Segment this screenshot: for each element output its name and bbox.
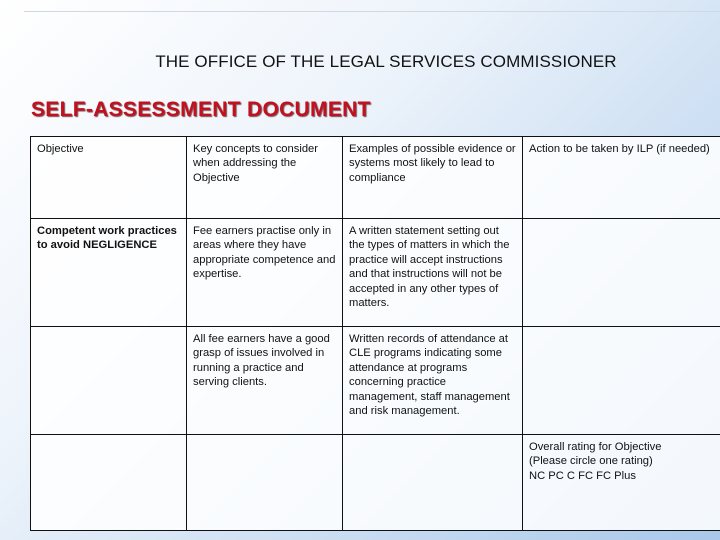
rating-instruction: (Please circle one rating) (529, 455, 653, 468)
office-title: THE OFFICE OF THE LEGAL SERVICES COMMISSIONER (155, 52, 617, 71)
concept-cell: Fee earners practise only in areas where they have appropriate competence and expertise. (187, 219, 343, 327)
self-assessment-table (30, 136, 720, 531)
header-key-concepts: Key concepts to consider when addressing the Objective (187, 137, 343, 219)
objective-cell: Competent work practices to avoid NEGLIGENCE (31, 219, 187, 327)
empty-cell (187, 435, 343, 531)
rating-label: Overall rating for Objective (529, 441, 662, 453)
objective-cell (31, 327, 187, 435)
action-cell[interactable] (523, 327, 720, 435)
header-objective: Objective (31, 137, 187, 219)
document-title: SELF-ASSESSMENT DOCUMENT (31, 98, 371, 121)
rating-options[interactable]: NC PC C FC FC Plus (529, 469, 636, 482)
empty-cell (31, 435, 187, 531)
header-action: Action to be taken by ILP (if needed) (523, 137, 720, 219)
rating-row (31, 435, 720, 531)
table-row (31, 327, 720, 435)
table-header-row (31, 137, 720, 219)
header-evidence: Examples of possible evidence or systems most likely to lead to compliance (343, 137, 523, 219)
empty-cell (343, 435, 523, 531)
table-row (31, 219, 720, 327)
concept-cell: All fee earners have a good grasp of issues involved in running a practice and serving clients. (187, 327, 343, 435)
top-divider (24, 11, 720, 12)
evidence-cell: Written records of attendance at CLE programs indicating some attendance at programs concerning practice management, staff management and risk management. (343, 327, 523, 435)
action-cell[interactable] (523, 219, 720, 327)
evidence-cell: A written statement setting out the types of matters in which the practice will accept instructions and that instructions will not be accepted in any other types of matters. (343, 219, 523, 327)
overall-rating-cell[interactable] (523, 435, 720, 531)
